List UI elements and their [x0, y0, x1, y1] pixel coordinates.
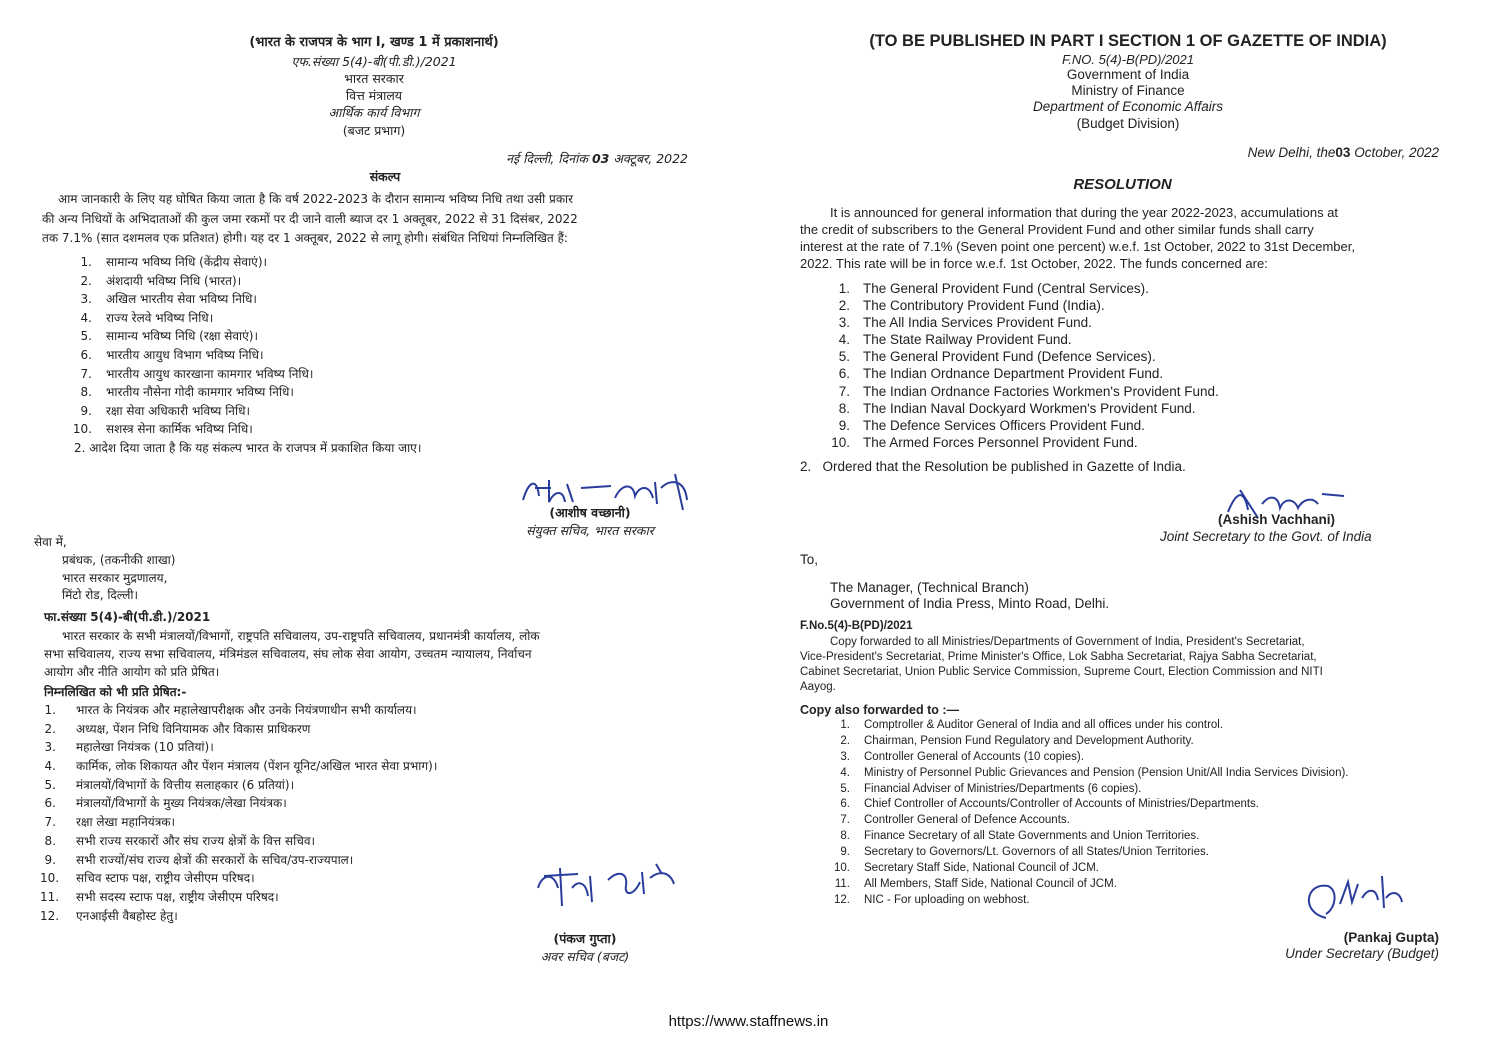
- hindi-to-line-2: भारत सरकार मुद्रणालय,: [62, 571, 168, 585]
- hindi-to-line-3: मिंटो रोड, दिल्ली।: [62, 588, 139, 602]
- list-item: 5. Financial Adviser of Ministries/Departments (6 copies).: [840, 782, 1142, 795]
- english-date-day: 03: [1335, 145, 1351, 160]
- list-item: 8. भारतीय नौसेना गोदी कामगार भविष्य निधि।: [80, 385, 294, 400]
- english-to-line-2: Government of India Press, Minto Road, Delhi.: [830, 596, 1110, 611]
- list-item: 2. अध्यक्ष, पेंशन निधि विनियामक और विकास प्राधिकरण: [44, 721, 311, 736]
- hindi-order: 2. आदेश दिया जाता है कि यह संकल्प भारत के राजपत्र में प्रकाशित किया जाए।: [74, 441, 422, 455]
- hindi-to-label: सेवा में,: [34, 535, 67, 549]
- list-item: 6. Chief Controller of Accounts/Controller of Accounts of Ministries/Departments.: [840, 798, 1260, 811]
- english-signer-1-name: (Ashish Vachhani): [1218, 512, 1336, 527]
- list-item: 4. Ministry of Personnel Public Grievances and Pension (Pension Unit/All India Services Division).: [840, 766, 1349, 779]
- list-item: 10. Secretary Staff Side, National Council of JCM.: [834, 862, 1100, 875]
- hindi-date: [506, 150, 688, 167]
- list-item: 1. The General Provident Fund (Central Services).: [838, 281, 1149, 296]
- list-item: 8. Finance Secretary of all State Governments and Union Territories.: [840, 830, 1200, 843]
- english-division: (Budget Division): [1076, 116, 1180, 131]
- hindi-copy-line-2: सभा सचिवालय, राज्य सभा सचिवालय, मंत्रिमंडल सचिवालय, संघ लोक सेवा आयोग, उच्चतम न्यायालय, निर्वाचन: [44, 647, 532, 661]
- list-item: 9. रक्षा सेवा अधिकारी भविष्य निधि।: [80, 403, 251, 418]
- english-file-no: F.NO. 5(4)-B(PD)/2021: [1062, 52, 1194, 67]
- english-signer-2-title: Under Secretary (Budget): [1285, 946, 1439, 961]
- hindi-file-no: एफ.संख्या 5(4)-बी(पी.डी.)/2021: [291, 54, 457, 69]
- english-department: Department of Economic Affairs: [1032, 99, 1224, 114]
- english-para-line-2: the credit of subscribers to the General Provident Fund and other similar funds shall carry: [800, 222, 1314, 237]
- list-item: 1. भारत के नियंत्रक और महालेखापरीक्षक और उनके नियंत्रणाधीन सभी कार्यालय।: [44, 703, 417, 717]
- english-signature-2: [1296, 868, 1446, 930]
- list-item: 9. The Defence Services Officers Provident Fund.: [838, 417, 1145, 433]
- hindi-department: आर्थिक कार्य विभाग: [328, 105, 420, 120]
- english-file-no-2: F.No.5(4)-B(PD)/2021: [800, 620, 913, 632]
- english-to-line-1: The Manager, (Technical Branch): [830, 580, 1029, 595]
- english-date: [1248, 145, 1439, 160]
- list-item: 12. NIC - For uploading on webhost.: [834, 893, 1030, 906]
- list-item: 5. मंत्रालयों/विभागों के वित्तीय सलाहकार (6 प्रतियां)।: [44, 777, 295, 792]
- list-item: 7. Controller General of Defence Accounts.: [840, 814, 1070, 827]
- hindi-title: संकल्प: [369, 169, 401, 184]
- hindi-para-line-2: की अन्य निधियों के अभिदाताओं की कुल जमा रकमों पर दी जाने वाली ब्याज दर 1 अक्तूबर, 2022 से 31 दिसंबर, 2022: [42, 212, 578, 226]
- english-order: 2. Ordered that the Resolution be published in Gazette of India.: [800, 459, 1186, 474]
- english-title: RESOLUTION: [1073, 176, 1172, 193]
- english-date-prefix: New Delhi, the: [1247, 145, 1336, 160]
- list-item: 10. सचिव स्टाफ पक्ष, राष्ट्रीय जेसीएम परिषद।: [40, 871, 255, 886]
- list-item: 2. अंशदायी भविष्य निधि (भारत)।: [80, 273, 242, 288]
- list-item: 4. The State Railway Provident Fund.: [838, 332, 1072, 348]
- list-item: 4. राज्य रेलवे भविष्य निधि।: [80, 310, 214, 325]
- english-also-label: Copy also forwarded to :—: [800, 703, 960, 717]
- english-to-label: To,: [800, 552, 819, 567]
- list-item: 1. Comptroller & Auditor General of India and all offices under his control.: [840, 719, 1224, 731]
- list-item: 2. The Contributory Provident Fund (India).: [838, 298, 1105, 314]
- english-date-suffix: October, 2022: [1354, 145, 1439, 160]
- english-ministry: Ministry of Finance: [1071, 83, 1185, 98]
- hindi-to-line-1: प्रबंधक, (तकनीकी शाखा): [62, 553, 176, 567]
- english-copy-list: [818, 719, 1349, 910]
- list-item: 5. The General Provident Fund (Defence Services).: [838, 349, 1156, 365]
- list-item: 1. सामान्य भविष्य निधि (केंद्रीय सेवाएं)।: [80, 255, 268, 269]
- english-copy-line-1: Copy forwarded to all Ministries/Departments of Government of India, President's Secretariat,: [830, 636, 1305, 648]
- list-item: 7. The Indian Ordnance Factories Workmen's Provident Fund.: [838, 383, 1219, 399]
- hindi-copy-line-1: भारत सरकार के सभी मंत्रालयों/विभागों, राष्ट्रपति सचिवालय, उप-राष्ट्रपति सचिवालय, प्रधानमंत्री कार्यालय, लोक: [62, 629, 540, 643]
- list-item: 6. The Indian Ordnance Department Provident Fund.: [838, 366, 1164, 382]
- hindi-file-no-2: फा.संख्या 5(4)-बी(पी.डी.)/2021: [44, 610, 211, 624]
- hindi-govt: भारत सरकार: [344, 71, 404, 86]
- hindi-para-line-1: आम जानकारी के लिए यह घोषित किया जाता है कि वर्ष 2022-2023 के दौरान सामान्य भविष्य निधि तथा उसी प्रकार: [58, 192, 574, 206]
- hindi-signer-2-title: अवर सचिव (बजट): [540, 949, 630, 964]
- list-item: 9. Secretary to Governors/Lt. Governors of all States/Union Territories.: [840, 846, 1209, 859]
- hindi-date-suffix: अक्टूबर, 2022: [613, 151, 688, 166]
- list-item: 10. सशस्त्र सेना कार्मिक भविष्य निधि।: [72, 422, 253, 437]
- footer-url: https://www.staffnews.in: [668, 1013, 829, 1030]
- list-item: 2. Chairman, Pension Fund Regulatory and Development Authority.: [840, 734, 1194, 747]
- list-item: 10. The Armed Forces Personnel Provident Fund.: [831, 434, 1138, 450]
- hindi-signer-1-title: संयुक्त सचिव, भारत सरकार: [526, 523, 654, 538]
- list-item: 11. All Members, Staff Side, National Council of JCM.: [834, 877, 1117, 890]
- hindi-date-prefix: नई दिल्ली, दिनांक: [506, 151, 588, 166]
- english-page: [748, 0, 1497, 1058]
- list-item: 8. सभी राज्य सरकारों और संघ राज्य क्षेत्रों के वित्त सचिव।: [44, 833, 316, 848]
- hindi-date-day: 03: [591, 151, 610, 166]
- english-copy-line-3: Cabinet Secretariat, Union Public Service Commission, Supreme Court, Election Commission and NITI: [800, 666, 1323, 678]
- hindi-para-line-3: तक 7.1% (सात दशमलव एक प्रतिशत) होगी। यह दर 1 अक्तूबर, 2022 से लागू होगी। संबंधित निधियां निम्नलिखित हैं:: [42, 231, 568, 245]
- list-item: 3. अखिल भारतीय सेवा भविष्य निधि।: [80, 292, 257, 307]
- list-item: 11. सभी सदस्य स्टाफ पक्ष, राष्ट्रीय जेसीएम परिषद।: [40, 889, 279, 904]
- hindi-division: (बजट प्रभाग): [342, 123, 406, 138]
- list-item: 12. एनआईसी वैबहोस्ट हेतु।: [40, 908, 178, 923]
- english-signer-1-title: Joint Secretary to the Govt. of India: [1160, 529, 1372, 544]
- hindi-fund-list: [70, 254, 313, 440]
- english-copy-line-4: Aayog.: [800, 681, 836, 693]
- list-item: 9. सभी राज्यों/संघ राज्य क्षेत्रों की सरकारों के सचिव/उप-राज्यपाल।: [44, 852, 354, 867]
- hindi-also-label: निम्नलिखित को भी प्रति प्रेषित:-: [44, 685, 187, 699]
- hindi-signer-1-name: (आशीष वच्छानी): [549, 505, 631, 520]
- hindi-signer-2-name: (पंकज गुप्ता): [553, 931, 617, 946]
- list-item: 7. रक्षा लेखा महानियंत्रक।: [44, 815, 176, 830]
- english-fund-list: [820, 281, 1219, 452]
- hindi-signature-2: [530, 858, 690, 920]
- english-header: (TO BE PUBLISHED IN PART I SECTION 1 OF GAZETTE OF INDIA): [869, 32, 1387, 50]
- list-item: 3. Controller General of Accounts (10 copies).: [840, 750, 1084, 763]
- hindi-page: [0, 0, 748, 1058]
- hindi-copy-list: [40, 702, 437, 926]
- english-signer-2-name: (Pankaj Gupta): [1343, 930, 1439, 945]
- hindi-copy-line-3: आयोग और नीति आयोग को प्रति प्रेषित।: [44, 665, 220, 679]
- english-para-line-4: 2022. This rate will be in force w.e.f. 1st October, 2022. The funds concerned are:: [800, 256, 1268, 271]
- list-item: 4. कार्मिक, लोक शिकायत और पेंशन मंत्रालय (पेंशन यूनिट/अखिल भारत सेवा प्रभाग)।: [44, 759, 438, 774]
- list-item: 3. महालेखा नियंत्रक (10 प्रतियां)।: [44, 740, 214, 755]
- list-item: 7. भारतीय आयुध कारखाना कामगार भविष्य निधि।: [80, 366, 314, 381]
- english-copy-line-2: Vice-President's Secretariat, Prime Minister's Office, Lok Sabha Secretariat, Rajya Sabha Secretariat,: [800, 651, 1317, 663]
- english-para-line-3: interest at the rate of 7.1% (Seven point one percent) w.e.f. 1st October, 2022 to 31st December,: [800, 239, 1355, 254]
- list-item: 6. मंत्रालयों/विभागों के मुख्य नियंत्रक/लेखा नियंत्रक।: [44, 796, 287, 811]
- hindi-ministry: वित्त मंत्रालय: [345, 88, 403, 103]
- list-item: 6. भारतीय आयुध विभाग भविष्य निधि।: [80, 347, 264, 362]
- english-para-line-1: It is announced for general information that during the year 2022-2023, accumulations at: [830, 205, 1339, 220]
- list-item: 5. सामान्य भविष्य निधि (रक्षा सेवाएं)।: [80, 329, 259, 344]
- list-item: 8. The Indian Naval Dockyard Workmen's Provident Fund.: [838, 400, 1196, 416]
- english-govt: Government of India: [1066, 67, 1190, 82]
- hindi-header: (भारत के राजपत्र के भाग I, खण्ड 1 में प्रकाशनार्थ): [249, 35, 499, 50]
- list-item: 3. The All India Services Provident Fund.: [838, 315, 1092, 331]
